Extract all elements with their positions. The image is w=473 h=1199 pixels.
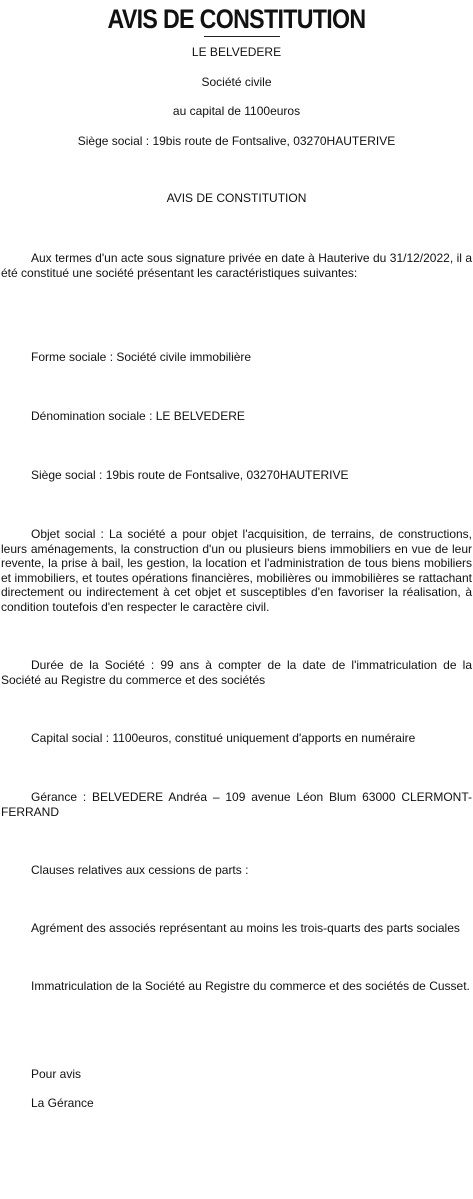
intro-paragraph: Aux termes d'un acte sous signature privée en date à Hauterive du 31/12/2022, il a été constitué une société présentant les caractéristiques suivantes:: [1, 251, 472, 280]
clauses-title-line: Clauses relatives aux cessions de parts :: [31, 863, 249, 877]
denomination-line: Dénomination sociale : LE BELVEDERE: [31, 409, 245, 423]
signature-line: La Gérance: [31, 1096, 94, 1110]
company-form: Société civile: [201, 75, 272, 89]
company-name: LE BELVEDERE: [191, 45, 282, 59]
section-subtitle: AVIS DE CONSTITUTION: [166, 191, 307, 205]
forme-sociale-line: Forme sociale : Société civile immobilière: [31, 350, 252, 364]
agrement-line: Agrément des associés représentant au moins les trois-quarts des parts sociales: [31, 921, 460, 935]
gerance-paragraph: Gérance : BELVEDERE Andréa – 109 avenue Léon Blum 63000 CLERMONT-FERRAND: [1, 790, 472, 819]
notice-title: AVIS DE CONSTITUTION: [107, 4, 366, 34]
objet-social-paragraph: Objet social : La société a pour objet l'acquisition, de terrains, de constructions, leurs aménagements, la construction d'un ou plusieurs biens immobiliers en vue de leur revente, la prise à bail, les gestion, la location et l'administration de tous biens mobiliers et immobiliers, et toutes opérations financières, mobilières ou immobilières se rattachant directement ou indirectement à cet objet et susceptibles d'en favoriser la réalisation, à condition toutefois d'en respecter le caractère civil.: [1, 527, 472, 614]
pour-avis-line: Pour avis: [31, 1067, 82, 1081]
title-underline: [204, 36, 280, 37]
company-capital: au capital de 1100euros: [172, 104, 301, 118]
duree-paragraph: Durée de la Société : 99 ans à compter de la date de l'immatriculation de la Société au Registre du commerce et des sociétés: [1, 658, 472, 687]
immatriculation-line: Immatriculation de la Société au Registre du commerce et des sociétés de Cusset.: [31, 979, 470, 993]
siege-social-line: Siège social : 19bis route de Fontsalive, 03270HAUTERIVE: [31, 468, 349, 482]
company-headquarters: Siège social : 19bis route de Fontsalive, 03270HAUTERIVE: [77, 134, 396, 148]
capital-social-line: Capital social : 1100euros, constitué uniquement d'apports en numéraire: [31, 731, 416, 745]
